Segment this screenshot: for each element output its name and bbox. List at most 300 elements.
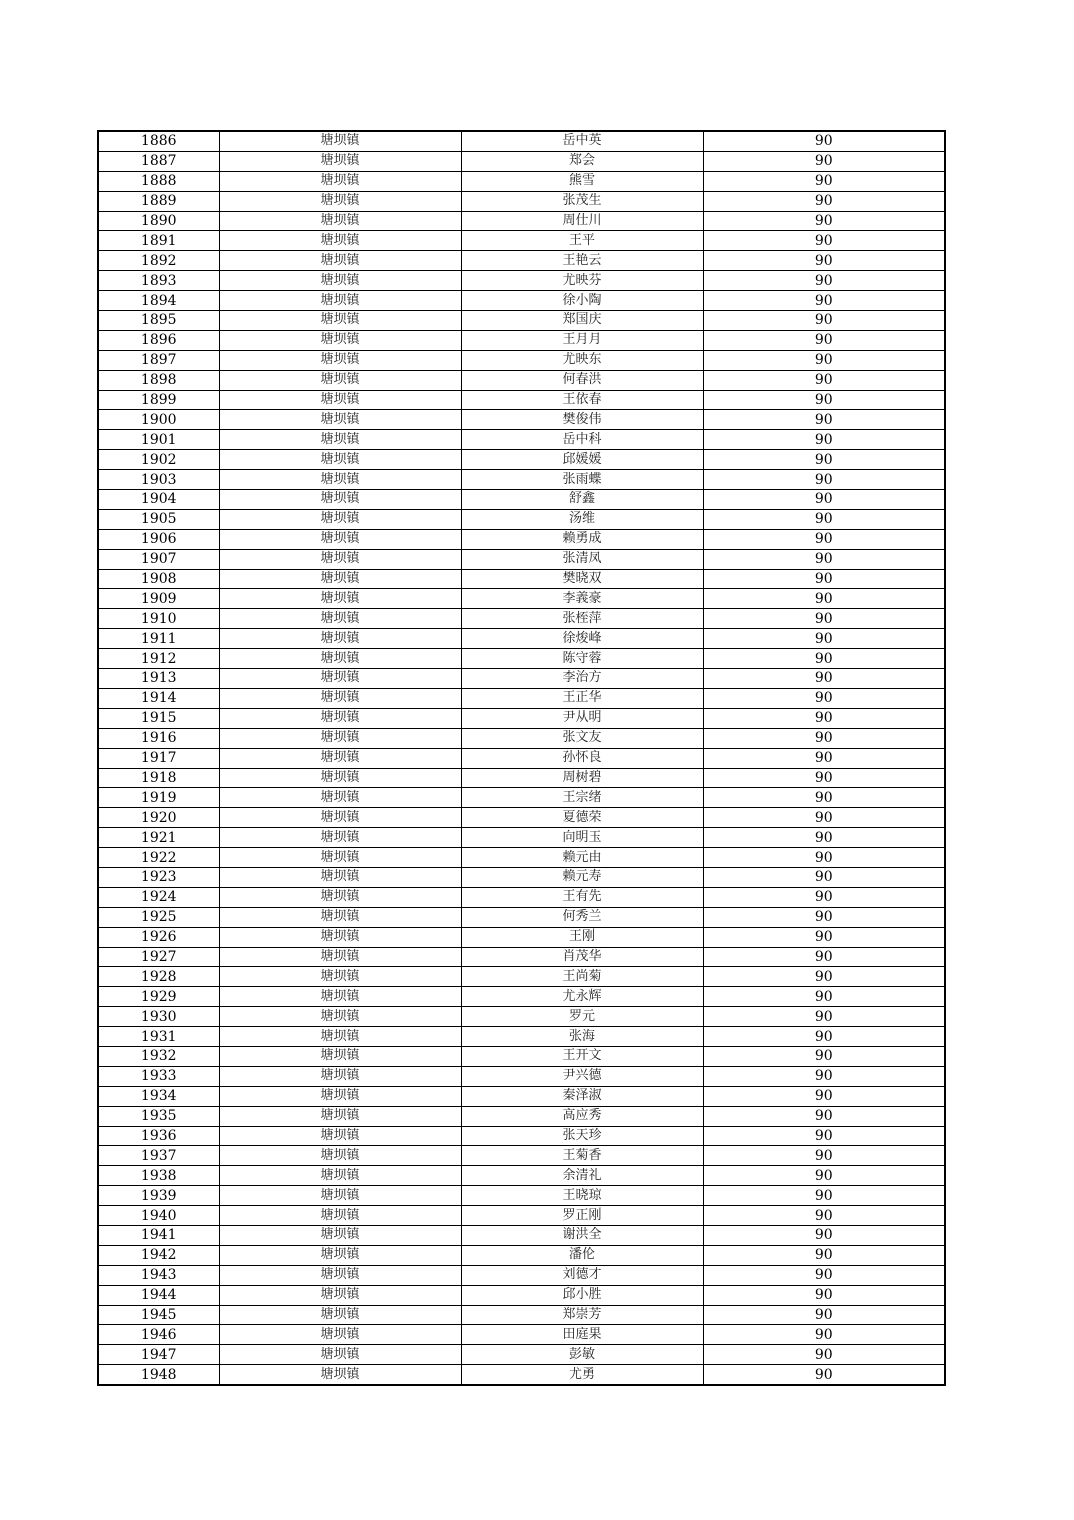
- name-cell: 肖茂华: [461, 947, 703, 967]
- amount-cell: 90: [703, 1186, 945, 1206]
- amount-cell: 90: [703, 629, 945, 649]
- amount-cell: 90: [703, 1166, 945, 1186]
- row-number-cell: 1915: [98, 708, 219, 728]
- name-cell: 赖元由: [461, 848, 703, 868]
- amount-cell: 90: [703, 808, 945, 828]
- name-cell: 何春洪: [461, 370, 703, 390]
- table-row: [98, 529, 945, 549]
- name-cell: 王艳云: [461, 251, 703, 271]
- table-row: [98, 1285, 945, 1305]
- amount-cell: 90: [703, 450, 945, 470]
- data-table: [97, 130, 946, 1386]
- town-cell: 塘坝镇: [219, 311, 461, 331]
- name-cell: 周仕川: [461, 211, 703, 231]
- town-cell: 塘坝镇: [219, 887, 461, 907]
- amount-cell: 90: [703, 191, 945, 211]
- row-number-cell: 1930: [98, 1007, 219, 1027]
- name-cell: 张桎萍: [461, 609, 703, 629]
- row-number-cell: 1910: [98, 609, 219, 629]
- row-number-cell: 1902: [98, 450, 219, 470]
- row-number-cell: 1936: [98, 1126, 219, 1146]
- amount-cell: 90: [703, 987, 945, 1007]
- name-cell: 尹从明: [461, 708, 703, 728]
- table-row: [98, 887, 945, 907]
- row-number-cell: 1911: [98, 629, 219, 649]
- town-cell: 塘坝镇: [219, 191, 461, 211]
- name-cell: 秦泽淑: [461, 1086, 703, 1106]
- town-cell: 塘坝镇: [219, 708, 461, 728]
- name-cell: 舒鑫: [461, 490, 703, 510]
- town-cell: 塘坝镇: [219, 1365, 461, 1385]
- row-number-cell: 1926: [98, 927, 219, 947]
- amount-cell: 90: [703, 251, 945, 271]
- amount-cell: 90: [703, 1206, 945, 1226]
- row-number-cell: 1946: [98, 1325, 219, 1345]
- name-cell: 张海: [461, 1027, 703, 1047]
- row-number-cell: 1929: [98, 987, 219, 1007]
- table-row: [98, 1245, 945, 1265]
- table-row: [98, 1007, 945, 1027]
- amount-cell: 90: [703, 887, 945, 907]
- amount-cell: 90: [703, 1345, 945, 1365]
- table-row: [98, 1186, 945, 1206]
- name-cell: 徐焌峰: [461, 629, 703, 649]
- name-cell: 王有先: [461, 887, 703, 907]
- name-cell: 田庭果: [461, 1325, 703, 1345]
- name-cell: 王晓琼: [461, 1186, 703, 1206]
- town-cell: 塘坝镇: [219, 1305, 461, 1325]
- amount-cell: 90: [703, 649, 945, 669]
- amount-cell: 90: [703, 1146, 945, 1166]
- name-cell: 郑崇芳: [461, 1305, 703, 1325]
- town-cell: 塘坝镇: [219, 1345, 461, 1365]
- amount-cell: 90: [703, 490, 945, 510]
- amount-cell: 90: [703, 211, 945, 231]
- name-cell: 尹兴德: [461, 1066, 703, 1086]
- name-cell: 张天珍: [461, 1126, 703, 1146]
- name-cell: 赖勇成: [461, 529, 703, 549]
- town-cell: 塘坝镇: [219, 907, 461, 927]
- name-cell: 王刚: [461, 927, 703, 947]
- table-row: [98, 688, 945, 708]
- table-row: [98, 171, 945, 191]
- town-cell: 塘坝镇: [219, 1086, 461, 1106]
- amount-cell: 90: [703, 669, 945, 689]
- amount-cell: 90: [703, 828, 945, 848]
- row-number-cell: 1901: [98, 430, 219, 450]
- table-row: [98, 1225, 945, 1245]
- table-row: [98, 768, 945, 788]
- row-number-cell: 1894: [98, 291, 219, 311]
- table-row: [98, 470, 945, 490]
- town-cell: 塘坝镇: [219, 688, 461, 708]
- row-number-cell: 1931: [98, 1027, 219, 1047]
- amount-cell: 90: [703, 291, 945, 311]
- town-cell: 塘坝镇: [219, 450, 461, 470]
- table-row: [98, 271, 945, 291]
- town-cell: 塘坝镇: [219, 1146, 461, 1166]
- row-number-cell: 1903: [98, 470, 219, 490]
- amount-cell: 90: [703, 231, 945, 251]
- name-cell: 王正华: [461, 688, 703, 708]
- amount-cell: 90: [703, 1066, 945, 1086]
- name-cell: 岳中英: [461, 131, 703, 151]
- town-cell: 塘坝镇: [219, 1106, 461, 1126]
- table-row: [98, 330, 945, 350]
- amount-cell: 90: [703, 1365, 945, 1385]
- row-number-cell: 1944: [98, 1285, 219, 1305]
- amount-cell: 90: [703, 1265, 945, 1285]
- town-cell: 塘坝镇: [219, 1225, 461, 1245]
- name-cell: 张清凤: [461, 549, 703, 569]
- town-cell: 塘坝镇: [219, 569, 461, 589]
- table-body: [98, 131, 945, 1385]
- table-row: [98, 311, 945, 331]
- town-cell: 塘坝镇: [219, 251, 461, 271]
- name-cell: 张文友: [461, 728, 703, 748]
- table-row: [98, 848, 945, 868]
- amount-cell: 90: [703, 1305, 945, 1325]
- town-cell: 塘坝镇: [219, 549, 461, 569]
- row-number-cell: 1939: [98, 1186, 219, 1206]
- name-cell: 刘德才: [461, 1265, 703, 1285]
- amount-cell: 90: [703, 410, 945, 430]
- town-cell: 塘坝镇: [219, 350, 461, 370]
- name-cell: 彭敏: [461, 1345, 703, 1365]
- row-number-cell: 1921: [98, 828, 219, 848]
- name-cell: 郑会: [461, 151, 703, 171]
- row-number-cell: 1909: [98, 589, 219, 609]
- amount-cell: 90: [703, 927, 945, 947]
- table-row: [98, 1325, 945, 1345]
- row-number-cell: 1889: [98, 191, 219, 211]
- name-cell: 邱媛媛: [461, 450, 703, 470]
- amount-cell: 90: [703, 728, 945, 748]
- town-cell: 塘坝镇: [219, 788, 461, 808]
- row-number-cell: 1905: [98, 509, 219, 529]
- table-row: [98, 1345, 945, 1365]
- name-cell: 王平: [461, 231, 703, 251]
- amount-cell: 90: [703, 1007, 945, 1027]
- town-cell: 塘坝镇: [219, 1285, 461, 1305]
- town-cell: 塘坝镇: [219, 589, 461, 609]
- row-number-cell: 1935: [98, 1106, 219, 1126]
- amount-cell: 90: [703, 1027, 945, 1047]
- town-cell: 塘坝镇: [219, 1325, 461, 1345]
- table-row: [98, 1027, 945, 1047]
- row-number-cell: 1920: [98, 808, 219, 828]
- row-number-cell: 1945: [98, 1305, 219, 1325]
- table-row: [98, 728, 945, 748]
- row-number-cell: 1941: [98, 1225, 219, 1245]
- row-number-cell: 1904: [98, 490, 219, 510]
- name-cell: 王依春: [461, 390, 703, 410]
- town-cell: 塘坝镇: [219, 291, 461, 311]
- row-number-cell: 1913: [98, 669, 219, 689]
- amount-cell: 90: [703, 1126, 945, 1146]
- table-row: [98, 1066, 945, 1086]
- row-number-cell: 1887: [98, 151, 219, 171]
- table-row: [98, 907, 945, 927]
- amount-cell: 90: [703, 1046, 945, 1066]
- amount-cell: 90: [703, 967, 945, 987]
- amount-cell: 90: [703, 1225, 945, 1245]
- amount-cell: 90: [703, 509, 945, 529]
- table-row: [98, 1046, 945, 1066]
- table-row: [98, 927, 945, 947]
- name-cell: 尤映东: [461, 350, 703, 370]
- town-cell: 塘坝镇: [219, 768, 461, 788]
- name-cell: 孙怀良: [461, 748, 703, 768]
- amount-cell: 90: [703, 1325, 945, 1345]
- amount-cell: 90: [703, 470, 945, 490]
- table-row: [98, 1365, 945, 1385]
- table-row: [98, 410, 945, 430]
- table-row: [98, 430, 945, 450]
- amount-cell: 90: [703, 1086, 945, 1106]
- town-cell: 塘坝镇: [219, 848, 461, 868]
- name-cell: 高应秀: [461, 1106, 703, 1126]
- table-row: [98, 967, 945, 987]
- table-row: [98, 708, 945, 728]
- amount-cell: 90: [703, 569, 945, 589]
- table-row: [98, 1146, 945, 1166]
- name-cell: 夏德荣: [461, 808, 703, 828]
- row-number-cell: 1947: [98, 1345, 219, 1365]
- amount-cell: 90: [703, 848, 945, 868]
- town-cell: 塘坝镇: [219, 231, 461, 251]
- table-row: [98, 450, 945, 470]
- town-cell: 塘坝镇: [219, 390, 461, 410]
- table-row: [98, 1106, 945, 1126]
- name-cell: 岳中科: [461, 430, 703, 450]
- row-number-cell: 1918: [98, 768, 219, 788]
- row-number-cell: 1942: [98, 1245, 219, 1265]
- row-number-cell: 1898: [98, 370, 219, 390]
- row-number-cell: 1907: [98, 549, 219, 569]
- name-cell: 罗正刚: [461, 1206, 703, 1226]
- table-row: [98, 191, 945, 211]
- name-cell: 尤永辉: [461, 987, 703, 1007]
- amount-cell: 90: [703, 271, 945, 291]
- amount-cell: 90: [703, 1245, 945, 1265]
- table-row: [98, 987, 945, 1007]
- row-number-cell: 1917: [98, 748, 219, 768]
- row-number-cell: 1892: [98, 251, 219, 271]
- amount-cell: 90: [703, 529, 945, 549]
- name-cell: 赖元寿: [461, 867, 703, 887]
- name-cell: 郑国庆: [461, 311, 703, 331]
- row-number-cell: 1916: [98, 728, 219, 748]
- amount-cell: 90: [703, 768, 945, 788]
- row-number-cell: 1919: [98, 788, 219, 808]
- row-number-cell: 1925: [98, 907, 219, 927]
- table-row: [98, 1265, 945, 1285]
- row-number-cell: 1888: [98, 171, 219, 191]
- name-cell: 尤映芬: [461, 271, 703, 291]
- row-number-cell: 1932: [98, 1046, 219, 1066]
- row-number-cell: 1914: [98, 688, 219, 708]
- row-number-cell: 1933: [98, 1066, 219, 1086]
- table-row: [98, 1086, 945, 1106]
- amount-cell: 90: [703, 370, 945, 390]
- town-cell: 塘坝镇: [219, 271, 461, 291]
- town-cell: 塘坝镇: [219, 470, 461, 490]
- table-row: [98, 629, 945, 649]
- name-cell: 邱小胜: [461, 1285, 703, 1305]
- town-cell: 塘坝镇: [219, 748, 461, 768]
- table-row: [98, 589, 945, 609]
- town-cell: 塘坝镇: [219, 1046, 461, 1066]
- table-row: [98, 490, 945, 510]
- name-cell: 王开文: [461, 1046, 703, 1066]
- row-number-cell: 1899: [98, 390, 219, 410]
- town-cell: 塘坝镇: [219, 1066, 461, 1086]
- town-cell: 塘坝镇: [219, 1126, 461, 1146]
- name-cell: 王尚菊: [461, 967, 703, 987]
- name-cell: 李義豪: [461, 589, 703, 609]
- row-number-cell: 1934: [98, 1086, 219, 1106]
- town-cell: 塘坝镇: [219, 410, 461, 430]
- table-row: [98, 569, 945, 589]
- table-row: [98, 151, 945, 171]
- row-number-cell: 1938: [98, 1166, 219, 1186]
- name-cell: 向明玉: [461, 828, 703, 848]
- amount-cell: 90: [703, 688, 945, 708]
- amount-cell: 90: [703, 350, 945, 370]
- amount-cell: 90: [703, 330, 945, 350]
- town-cell: 塘坝镇: [219, 509, 461, 529]
- name-cell: 周树碧: [461, 768, 703, 788]
- amount-cell: 90: [703, 867, 945, 887]
- row-number-cell: 1923: [98, 867, 219, 887]
- name-cell: 陈守蓉: [461, 649, 703, 669]
- name-cell: 樊晓双: [461, 569, 703, 589]
- town-cell: 塘坝镇: [219, 171, 461, 191]
- row-number-cell: 1937: [98, 1146, 219, 1166]
- table-row: [98, 748, 945, 768]
- row-number-cell: 1900: [98, 410, 219, 430]
- town-cell: 塘坝镇: [219, 808, 461, 828]
- row-number-cell: 1906: [98, 529, 219, 549]
- town-cell: 塘坝镇: [219, 1186, 461, 1206]
- town-cell: 塘坝镇: [219, 370, 461, 390]
- row-number-cell: 1927: [98, 947, 219, 967]
- table-row: [98, 1305, 945, 1325]
- row-number-cell: 1895: [98, 311, 219, 331]
- town-cell: 塘坝镇: [219, 967, 461, 987]
- town-cell: 塘坝镇: [219, 430, 461, 450]
- table-row: [98, 350, 945, 370]
- name-cell: 李治方: [461, 669, 703, 689]
- name-cell: 何秀兰: [461, 907, 703, 927]
- table-row: [98, 509, 945, 529]
- name-cell: 谢洪全: [461, 1225, 703, 1245]
- town-cell: 塘坝镇: [219, 828, 461, 848]
- town-cell: 塘坝镇: [219, 987, 461, 1007]
- town-cell: 塘坝镇: [219, 330, 461, 350]
- name-cell: 张茂生: [461, 191, 703, 211]
- name-cell: 尤勇: [461, 1365, 703, 1385]
- table-row: [98, 649, 945, 669]
- row-number-cell: 1928: [98, 967, 219, 987]
- table-row: [98, 1166, 945, 1186]
- row-number-cell: 1940: [98, 1206, 219, 1226]
- name-cell: 王宗绪: [461, 788, 703, 808]
- row-number-cell: 1897: [98, 350, 219, 370]
- amount-cell: 90: [703, 708, 945, 728]
- amount-cell: 90: [703, 311, 945, 331]
- town-cell: 塘坝镇: [219, 1245, 461, 1265]
- amount-cell: 90: [703, 549, 945, 569]
- row-number-cell: 1891: [98, 231, 219, 251]
- name-cell: 熊雪: [461, 171, 703, 191]
- amount-cell: 90: [703, 171, 945, 191]
- town-cell: 塘坝镇: [219, 867, 461, 887]
- town-cell: 塘坝镇: [219, 1206, 461, 1226]
- town-cell: 塘坝镇: [219, 1007, 461, 1027]
- row-number-cell: 1924: [98, 887, 219, 907]
- town-cell: 塘坝镇: [219, 728, 461, 748]
- name-cell: 罗元: [461, 1007, 703, 1027]
- amount-cell: 90: [703, 151, 945, 171]
- row-number-cell: 1922: [98, 848, 219, 868]
- town-cell: 塘坝镇: [219, 490, 461, 510]
- amount-cell: 90: [703, 788, 945, 808]
- town-cell: 塘坝镇: [219, 1265, 461, 1285]
- town-cell: 塘坝镇: [219, 927, 461, 947]
- amount-cell: 90: [703, 947, 945, 967]
- row-number-cell: 1948: [98, 1365, 219, 1385]
- row-number-cell: 1896: [98, 330, 219, 350]
- amount-cell: 90: [703, 131, 945, 151]
- town-cell: 塘坝镇: [219, 131, 461, 151]
- table-row: [98, 867, 945, 887]
- table-row: [98, 390, 945, 410]
- table-row: [98, 211, 945, 231]
- name-cell: 王月月: [461, 330, 703, 350]
- town-cell: 塘坝镇: [219, 629, 461, 649]
- town-cell: 塘坝镇: [219, 947, 461, 967]
- table-row: [98, 370, 945, 390]
- table-row: [98, 788, 945, 808]
- table-row: [98, 1206, 945, 1226]
- table-row: [98, 947, 945, 967]
- table-row: [98, 291, 945, 311]
- table-row: [98, 251, 945, 271]
- amount-cell: 90: [703, 430, 945, 450]
- row-number-cell: 1890: [98, 211, 219, 231]
- town-cell: 塘坝镇: [219, 669, 461, 689]
- town-cell: 塘坝镇: [219, 649, 461, 669]
- name-cell: 张雨蝶: [461, 470, 703, 490]
- town-cell: 塘坝镇: [219, 151, 461, 171]
- amount-cell: 90: [703, 609, 945, 629]
- amount-cell: 90: [703, 748, 945, 768]
- name-cell: 余清礼: [461, 1166, 703, 1186]
- table-row: [98, 828, 945, 848]
- table-row: [98, 1126, 945, 1146]
- town-cell: 塘坝镇: [219, 1027, 461, 1047]
- town-cell: 塘坝镇: [219, 1166, 461, 1186]
- table-row: [98, 549, 945, 569]
- table-row: [98, 808, 945, 828]
- table-row: [98, 609, 945, 629]
- table-row: [98, 131, 945, 151]
- town-cell: 塘坝镇: [219, 609, 461, 629]
- table-row: [98, 231, 945, 251]
- row-number-cell: 1893: [98, 271, 219, 291]
